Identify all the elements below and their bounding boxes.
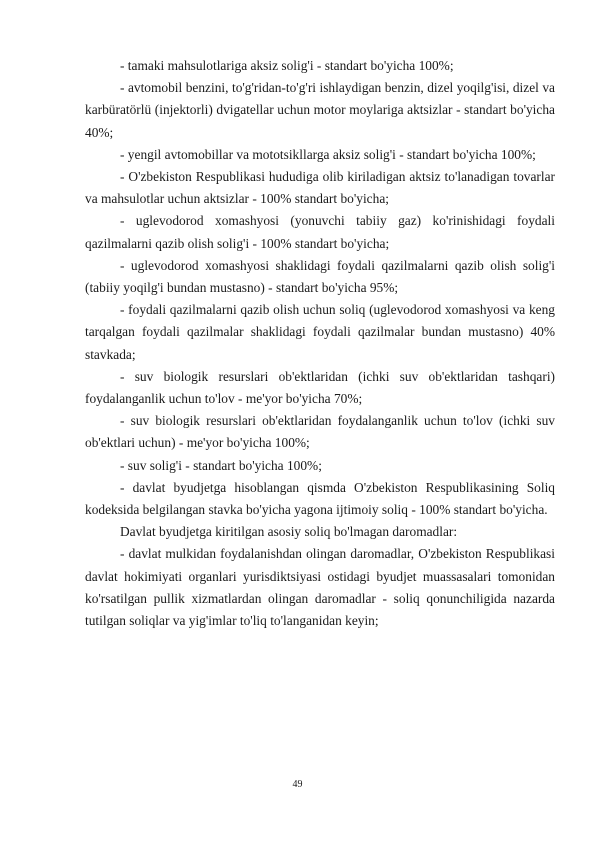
paragraph-mineral-extraction-tax: - foydali qazilmalarni qazib olish uchun soliq (uglevodorod xomashyosi va keng tarqalgan foydali qazilmalar shaklidagi foydali qazilmalar bundan mustasno) 40% stavkada; [85,302,555,362]
paragraph-gas-extraction-tax: - uglevodorod xomashyosi (yonuvchi tabiiy gaz) ko'rinishidagi foydali qazilmalarni qazib olish solig'i - 100% standart bo'yicha; [85,213,555,251]
paragraph-water-bio-fee-external: - suv biologik resurslari ob'ektlaridan (ichki suv ob'ektlaridan tashqari) foydalanganlik uchun to'lov - me'yor bo'yicha 70%; [85,368,555,407]
paragraph-social-tax: - davlat byudjetga hisoblangan qismda O'zbekiston Respublikasining Soliq kodeksida belgilangan stavka bo'yicha yagona ijtimoiy soliq - 100% standart bo'yicha. [85,479,555,518]
paragraph-state-property-income: - davlat mulkidan foydalanishdan olingan daromadlar, O'zbekiston Respublikasi davlat hokimiyati organlari yurisdiktsiyasi ostidagi byudjet muassasalari tomonidan ko'rsatilgan pullik xizmatlardan olingan daromadlar - soliq qonunchiligida nazarda tutilgan soliqlar va yig'imlar to'liq to'langanidan keyin; [85,546,555,629]
paragraph-non-tax-heading: Davlat byudjetga kiritilgan asosiy soliq bo'lmagan daromadlar: [120,524,458,540]
paragraph-tobacco-excise: - tamaki mahsulotlariga aksiz solig'i - standart bo'yicha 100%; [120,58,454,73]
paragraph-hydrocarbon-extraction-tax: - uglevodorod xomashyosi shaklidagi foydali qazilmalarni qazib olish solig'i (tabiiy yoqilg'i bundan mustasno) - standart bo'yicha 95%; [85,257,555,296]
page-number: 49 [292,779,303,790]
body-text [85,55,555,632]
paragraph-water-tax: - suv solig'i - standart bo'yicha 100%; [120,457,322,473]
paragraph-vehicle-excise: - yengil avtomobillar va mototsikllarga aksiz solig'i - standart bo'yicha 100%; [120,146,536,162]
paragraph-fuel-excise: - avtomobil benzini, to'g'ridan-to'g'ri ishlaydigan benzin, dizel yoqilg'isi, dizel va karbüratörlü (injektorli) dvigatellar uchun motor moylariga aktsizlar - standart bo'yicha 40%; [85,80,555,140]
paragraph-import-excise: - O'zbekiston Respublikasi hududiga olib kiriladigan aktsiz to'lanadigan tovarlar va mahsulotlar uchun aktsizlar - 100% standart bo'yicha; [85,169,555,207]
paragraph-water-bio-fee-internal: - suv biologik resurslari ob'ektlaridan foydalanganlik uchun to'lov (ichki suv ob'ektlari uchun) - me'yor bo'yicha 100%; [85,413,555,451]
